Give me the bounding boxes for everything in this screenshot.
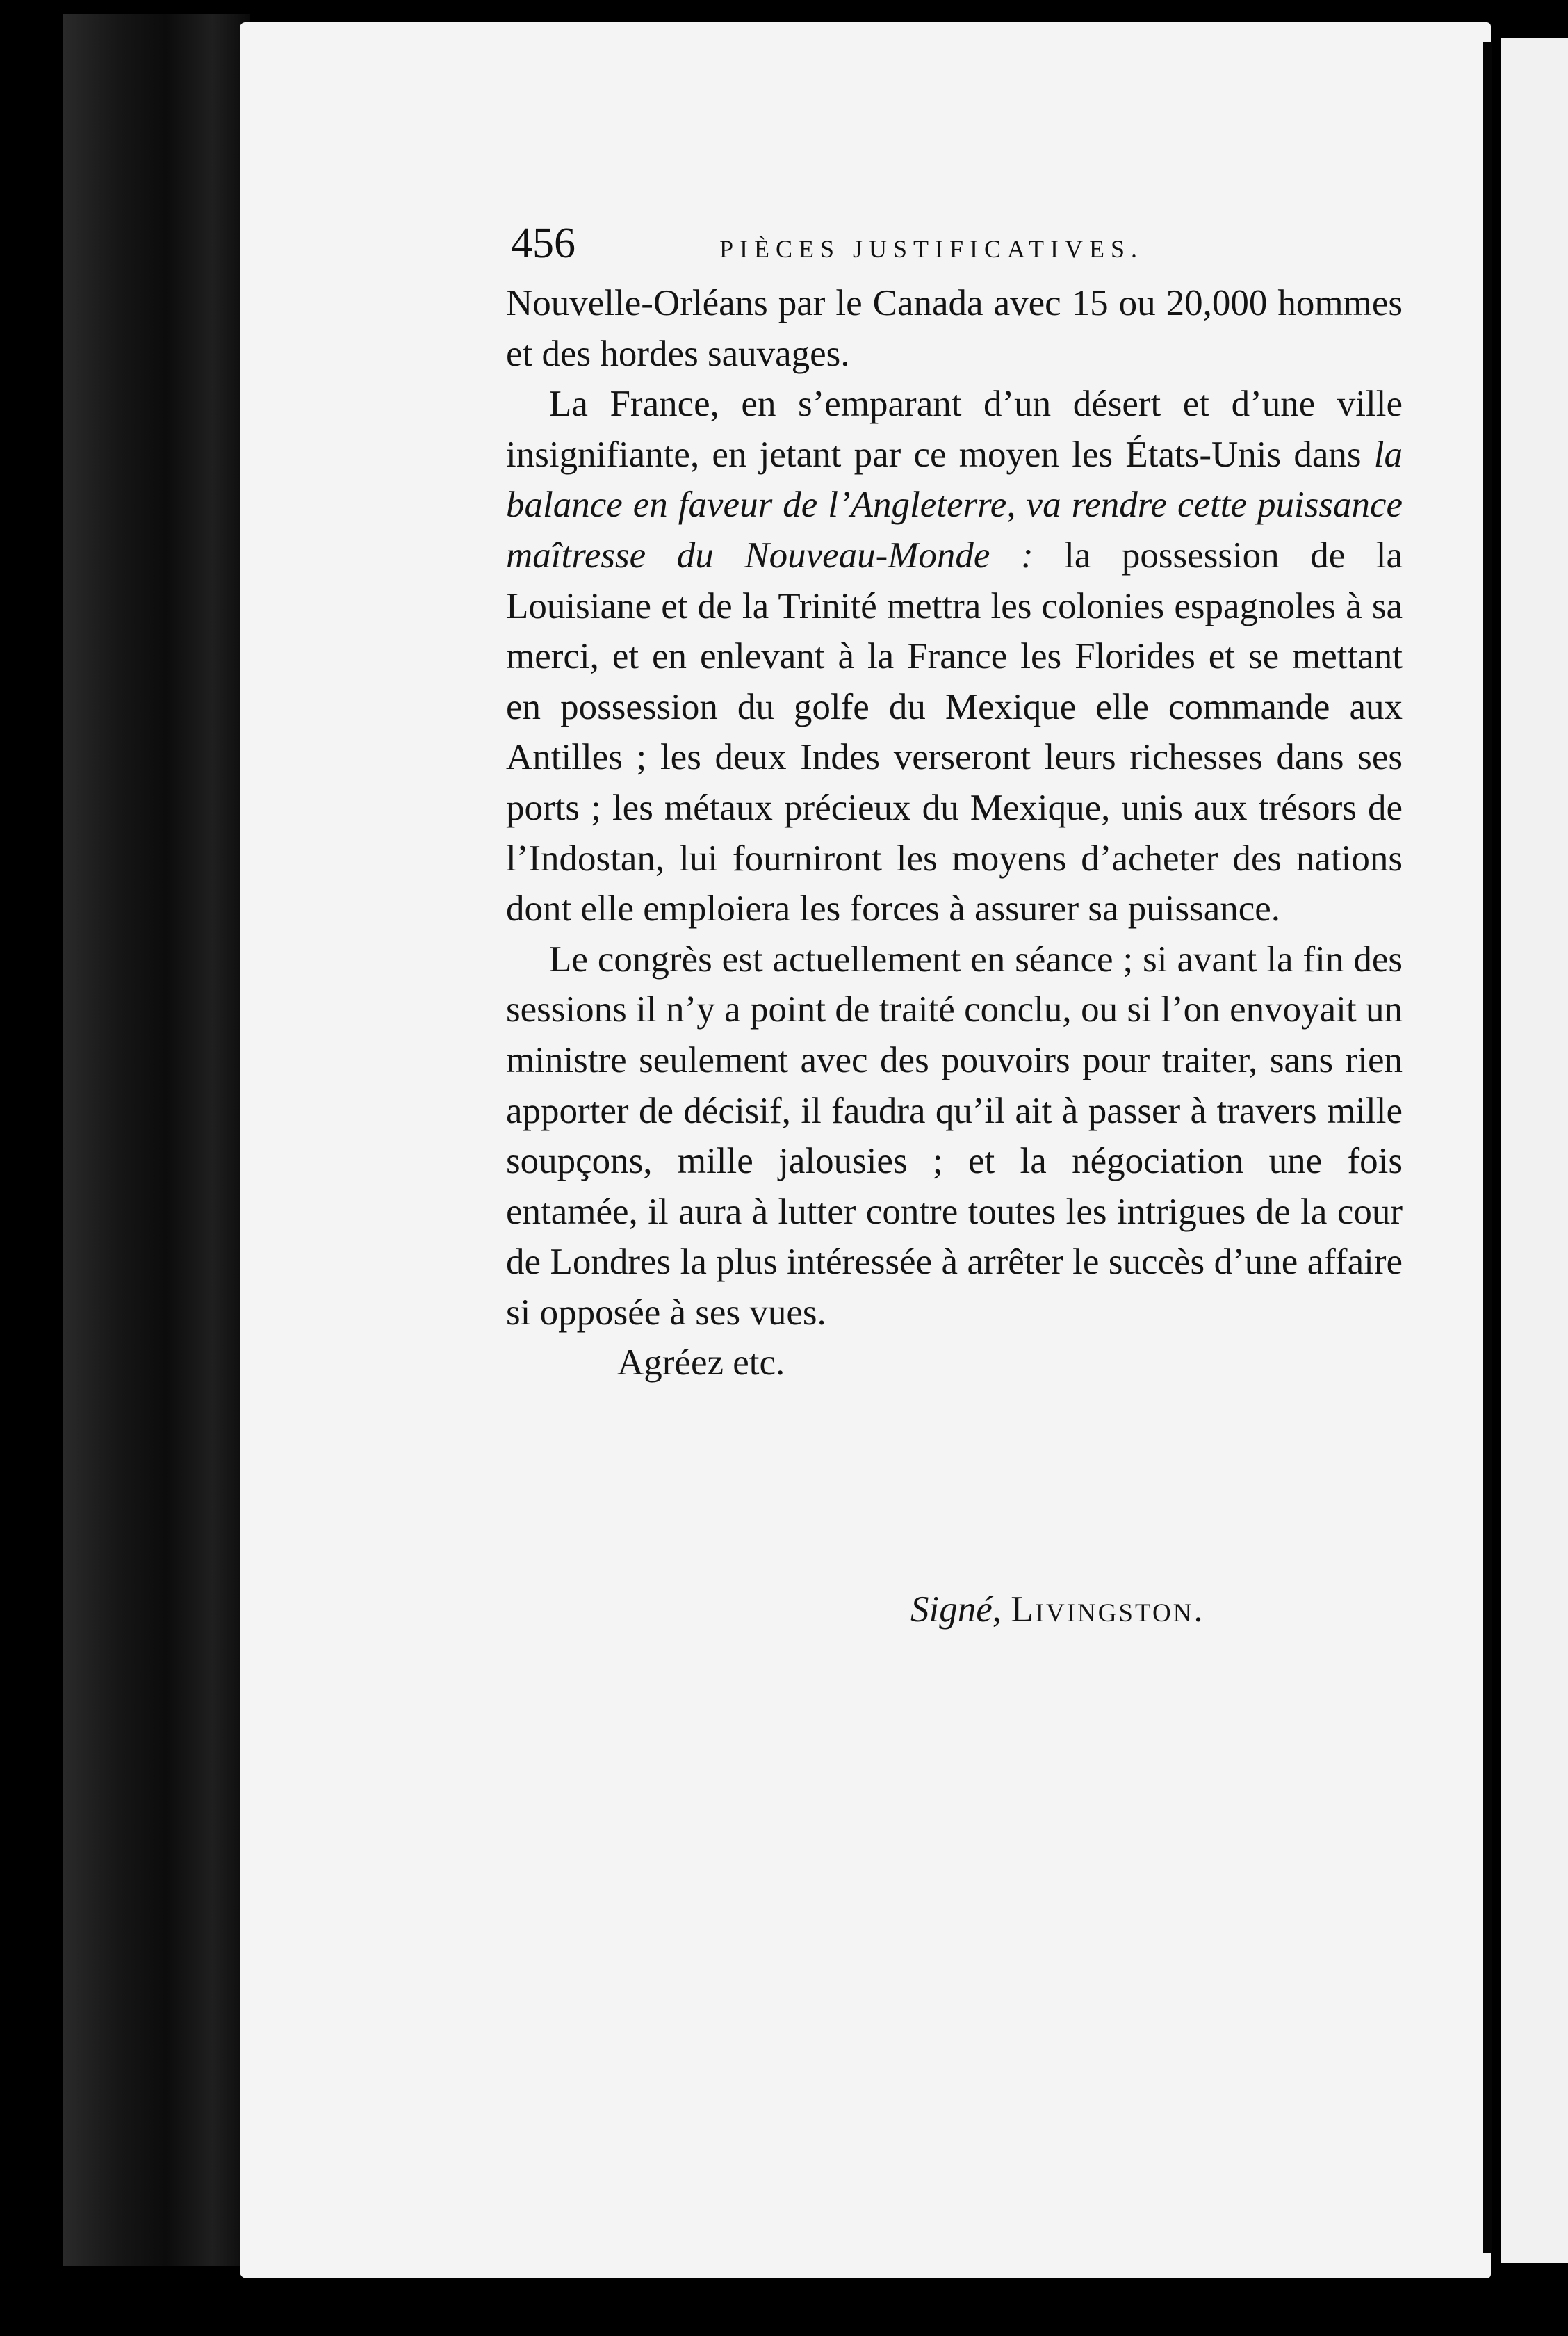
signature-separator: , (992, 1589, 1011, 1630)
signatory-name: Livingston. (1011, 1589, 1205, 1630)
paragraph-2 (506, 379, 1403, 934)
paragraph-2-start: La France, en s’emparant d’un désert et d’une ville insignifiante, en jetant par ce moyen les États-Unis dans (506, 384, 1403, 475)
page-header (511, 219, 1414, 275)
paragraph-2-italic: la balance en faveur de l’Angleterre, va rendre cette puissance maîtresse du Nouveau-Monde : (506, 434, 1403, 576)
signature-line (910, 1589, 1205, 1630)
page-gutter-shadow (1483, 42, 1492, 2253)
adjacent-page-edge (1501, 38, 1568, 2263)
book-spine (63, 14, 250, 2266)
paragraph-1: Nouvelle-Orléans par le Canada avec 15 ou 20,000 hommes et des hordes sauvages. (506, 283, 1403, 374)
closing-formula: Agréez etc. (617, 1343, 785, 1384)
body-text (506, 278, 1403, 1388)
signed-label: Signé (910, 1589, 993, 1630)
paragraph-2-end: la possession de la Louisiane et de la Trinité mettra les colonies espagnoles à sa merci, et en enlevant à la France les Florides et se mettant en possession du golfe du Mexique elle commande aux Antilles ; les deux Indes verseront leurs richesses dans ses ports ; les métaux précieux du Mexique, unis aux trésors de l’Indostan, lui fourniront les moyens d’acheter des nations dont elle emploiera les forces à assurer sa puissance. (506, 535, 1403, 930)
paragraph-3: Le congrès est actuellement en séance ; si avant la fin des sessions il n’y a point de traité conclu, ou si l’on envoyait un ministre seulement avec des pouvoirs pour traiter, sans rien apporter de décisif, il faudra qu’il ait à passer à travers mille soupçons, mille jalousies ; et la négociation une fois entamée, il aura à lutter contre toutes les intrigues de la cour de Londres la plus intéressée à arrêter le succès d’une affaire si opposée à ses vues. (506, 939, 1403, 1333)
page-number: 456 (511, 220, 575, 267)
running-head: PIÈCES JUSTIFICATIVES. (719, 235, 1144, 263)
